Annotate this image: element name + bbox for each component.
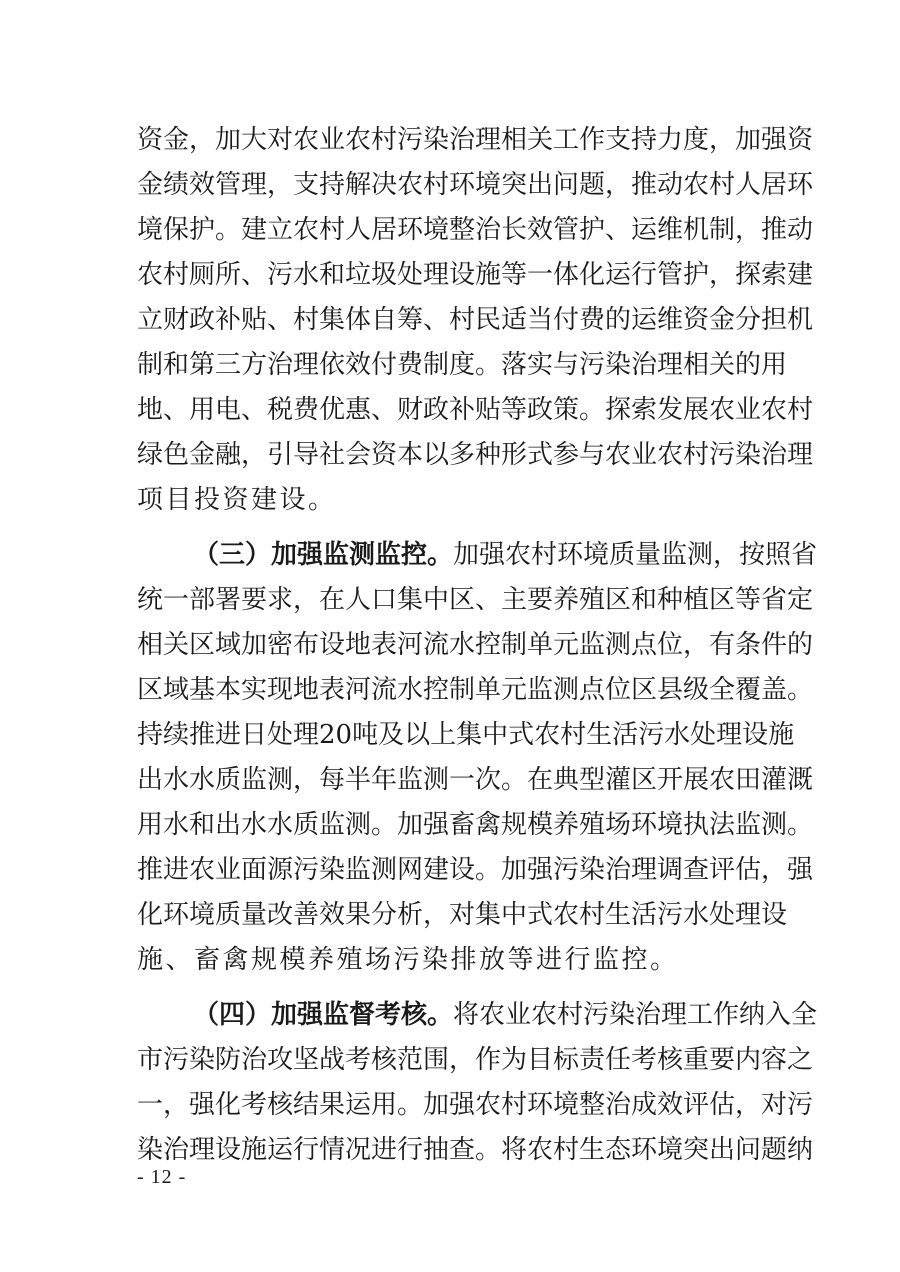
text-span: 加强农村环境质量监测，按照省: [453, 540, 818, 570]
section-heading: （四）加强监督考核。: [193, 1000, 454, 1030]
text-line: 区域基本实现地表河流水控制单元监测点位区县级全覆盖。: [137, 675, 814, 705]
paragraph-supervision: [137, 993, 818, 1173]
text-line: 化环境质量改善效果分析，对集中式农村生活污水处理设: [137, 900, 788, 930]
text-line: 出水水质监测，每半年监测一次。在典型灌区开展农田灌溉: [137, 765, 814, 795]
paragraph-funding: [137, 118, 814, 523]
text-line: 施、畜禽规模养殖场污染排放等进行监控。: [137, 945, 679, 975]
text-line: 用水和出水水质监测。加强畜禽规模养殖场环境执法监测。: [137, 810, 814, 840]
text-line: 统一部署要求，在人口集中区、主要养殖区和种植区等省定: [137, 585, 814, 615]
text-line: 制和第三方治理依效付费制度。落实与污染治理相关的用: [137, 350, 788, 380]
text-span: 将农业农村污染治理工作纳入全: [453, 1000, 818, 1030]
text-line: 推进农业面源污染监测网建设。加强污染治理调查评估，强: [137, 855, 814, 885]
paragraph-monitoring: [137, 533, 818, 983]
text-line: 金绩效管理，支持解决农村环境突出问题，推动农村人居环: [137, 170, 814, 200]
section-heading: （三）加强监测监控。: [193, 540, 454, 570]
text-line: 农村厕所、污水和垃圾处理设施等一体化运行管护，探索建: [137, 260, 814, 290]
document-body: [137, 118, 818, 1173]
text-line: 市污染防治攻坚战考核范围，作为目标责任考核重要内容之: [137, 1045, 814, 1075]
text-line: 境保护。建立农村人居环境整治长效管护、运维机制，推动: [137, 215, 814, 245]
text-line: 一，强化考核结果运用。加强农村环境整治成效评估，对污: [137, 1090, 814, 1120]
page-number: - 12 -: [137, 1166, 187, 1188]
text-line: 相关区域加密布设地表河流水控制单元监测点位，有条件的: [137, 630, 814, 660]
text-line: 资金，加大对农业农村污染治理相关工作支持力度，加强资: [137, 125, 814, 155]
text-line: 持续推进日处理20吨及以上集中式农村生活污水处理设施: [137, 720, 795, 750]
text-line: 立财政补贴、村集体自筹、村民适当付费的运维资金分担机: [137, 305, 814, 335]
text-line: 项目投资建设。: [137, 485, 337, 515]
text-line: [137, 533, 818, 578]
text-line: 绿色金融，引导社会资本以多种形式参与农业农村污染治理: [137, 440, 814, 470]
text-line: 染治理设施运行情况进行抽查。将农村生态环境突出问题纳: [137, 1135, 814, 1165]
text-line: [137, 993, 818, 1038]
text-line: 地、用电、税费优惠、财政补贴等政策。探索发展农业农村: [137, 395, 814, 425]
